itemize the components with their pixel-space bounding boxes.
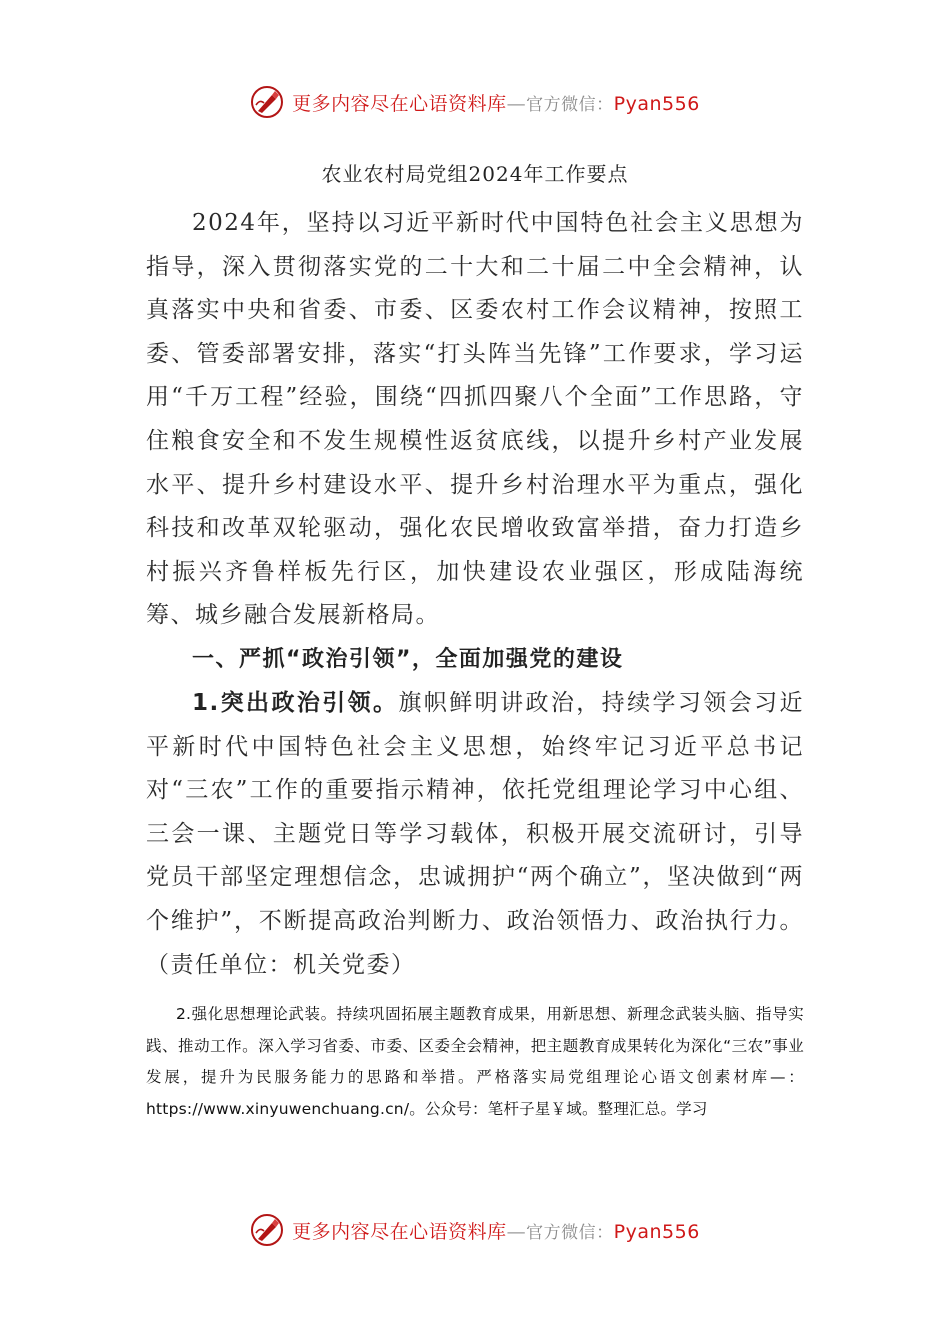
document-title: 农业农村局党组2024年工作要点 xyxy=(321,162,629,186)
pen-nib-logo-icon xyxy=(250,85,284,119)
item-1-body: 旗帜鲜明讲政治，持续学习领会习近平新时代中国特色社会主义思想，始终牢记习近平总书记对“三农”工作的重要指示精神，依托党组理论学习中心组、三会一课、主题党日等学习载体，积极开展交流研讨，引导党员干部坚定理想信念，忠诚拥护“两个确立”，坚决做到“两个维护”，不断提高政治判断力、政治领悟力、政治执行力。（责任单位：机关党委） xyxy=(146,689,805,978)
banner-wechat-id: Pyan556 xyxy=(613,92,700,115)
banner-separator: — xyxy=(506,1220,527,1243)
item-1-lead: 1.突出政治引领。 xyxy=(192,689,399,716)
footer-watermark-banner xyxy=(0,1208,950,1252)
banner-tail-text: 官方微信： xyxy=(526,1222,614,1243)
banner-tail-text: 官方微信： xyxy=(526,94,614,115)
header-watermark-banner xyxy=(0,80,950,124)
intro-paragraph: 2024年，坚持以习近平新时代中国特色社会主义思想为指导，深入贯彻落实党的二十大和二十届二中全会精神，认真落实中央和省委、市委、区委农村工作会议精神，按照工委、管委部署安排，落实“打头阵当先锋”工作要求，学习运用“千万工程”经验，围绕“四抓四聚八个全面”工作思路，守住粮食安全和不发生规模性返贫底线，以提升乡村产业发展水平、提升乡村建设水平、提升乡村治理水平为重点，强化科技和改革双轮驱动，强化农民增收致富举措，奋力打造乡村振兴齐鲁样板先行区，加快建设农业强区，形成陆海统筹、城乡融合发展新格局。 xyxy=(146,210,804,629)
item-1-paragraph xyxy=(146,682,804,987)
banner-wechat-id: Pyan556 xyxy=(613,1220,700,1243)
banner-separator: — xyxy=(506,92,527,115)
document-body xyxy=(146,160,804,1125)
item-2-paragraph: 2.强化思想理论武装。持续巩固拓展主题教育成果，用新思想、新理念武装头脑、指导实践、推动工作。深入学习省委、市委、区委全会精神，把主题教育成果转化为深化“三农”事业发展，提升为民服务能力的思路和举措。严格落实局党组理论心语文创素材库—：https://www.xinyuwenchuang.cn/。公众号：笔杆子星￥域。整理汇总。学习 xyxy=(146,1005,804,1118)
section-1-heading: 一、严抓“政治引领”，全面加强党的建设 xyxy=(192,646,624,672)
banner-main-text: 更多内容尽在心语资料库 xyxy=(292,1220,507,1243)
banner-main-text: 更多内容尽在心语资料库 xyxy=(292,92,507,115)
pen-nib-logo-icon xyxy=(250,1213,284,1247)
